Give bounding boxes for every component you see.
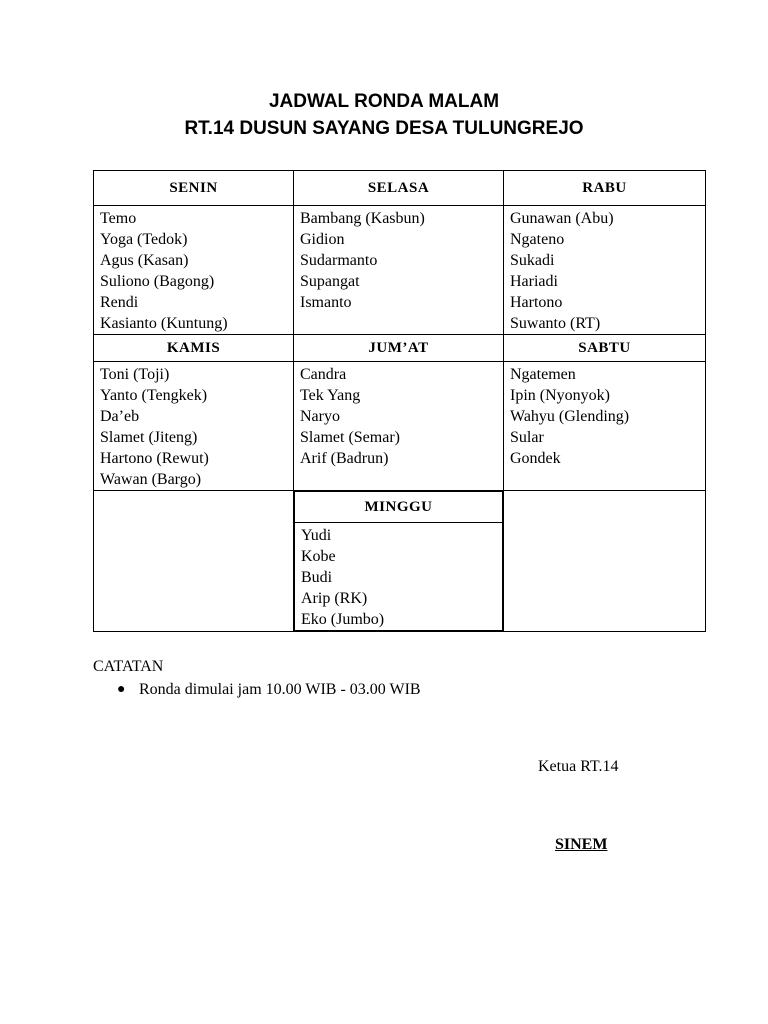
list-item: Hariadi: [510, 273, 558, 290]
names-sabtu: [504, 362, 706, 491]
list-item: Yoga (Tedok): [100, 231, 188, 248]
list-item: Supangat: [300, 273, 360, 290]
day-header-senin: SENIN: [94, 171, 294, 206]
list-item: Ismanto: [300, 294, 352, 311]
list-item: Yanto (Tengkek): [100, 387, 208, 404]
list-item: Sular: [510, 429, 544, 446]
list-item: Ngatemen: [510, 366, 576, 383]
minggu-table: [294, 491, 503, 631]
list-item: Suwanto (RT): [510, 315, 601, 332]
table-row: [94, 206, 706, 335]
list-item: Sudarmanto: [300, 252, 378, 269]
day-header-kamis: KAMIS: [94, 335, 294, 362]
list-item: Wahyu (Glending): [510, 408, 630, 425]
list-item: Arip (RK): [301, 590, 368, 607]
list-item: Naryo: [300, 408, 340, 425]
names-jumat: [294, 362, 504, 491]
title-line-2: RT.14 DUSUN SAYANG DESA TULUNGREJO: [184, 118, 584, 139]
list-item: Slamet (Semar): [300, 429, 400, 446]
list-item: Arif (Badrun): [300, 450, 389, 467]
table-row: [94, 171, 706, 206]
names-minggu: [295, 523, 503, 631]
signature-name: SINEM: [555, 836, 608, 853]
title-line-1: JADWAL RONDA MALAM: [268, 91, 500, 112]
note-text: Ronda dimulai jam 10.00 WIB - 03.00 WIB: [139, 681, 421, 698]
list-item: Hartono (Rewut): [100, 450, 209, 467]
notes-heading: CATATAN: [93, 658, 164, 675]
list-item: Sukadi: [510, 252, 555, 269]
list-item: Ipin (Nyonyok): [510, 387, 610, 404]
notes-section: [93, 656, 421, 700]
empty-cell-left: [94, 491, 294, 632]
note-item: [93, 679, 421, 700]
table-row: [94, 491, 706, 632]
table-row: [94, 335, 706, 362]
list-item: Agus (Kasan): [100, 252, 189, 269]
empty-cell-right: [504, 491, 706, 632]
list-item: Slamet (Jiteng): [100, 429, 198, 446]
list-item: Wawan (Bargo): [100, 471, 202, 488]
list-item: Rendi: [100, 294, 139, 311]
list-item: Kobe: [301, 548, 336, 565]
list-item: Da’eb: [100, 408, 140, 425]
list-item: Bambang (Kasbun): [300, 210, 425, 227]
list-item: Hartono: [510, 294, 563, 311]
list-item: Tek Yang: [300, 387, 361, 404]
list-item: Eko (Jumbo): [301, 611, 385, 628]
document-title: [0, 88, 768, 142]
list-item: Gunawan (Abu): [510, 210, 614, 227]
day-header-sabtu: SABTU: [504, 335, 706, 362]
names-kamis: [94, 362, 294, 491]
names-selasa: [294, 206, 504, 335]
list-item: Ngateno: [510, 231, 565, 248]
list-item: Suliono (Bagong): [100, 273, 215, 290]
names-senin: [94, 206, 294, 335]
schedule-table: [93, 170, 706, 632]
list-item: Gidion: [300, 231, 345, 248]
day-header-selasa: SELASA: [294, 171, 504, 206]
table-row: [94, 362, 706, 491]
list-item: Yudi: [301, 527, 332, 544]
list-item: Toni (Toji): [100, 366, 170, 383]
list-item: Budi: [301, 569, 333, 586]
bullet-icon: ●: [117, 682, 126, 697]
names-rabu: [504, 206, 706, 335]
day-header-rabu: RABU: [504, 171, 706, 206]
list-item: Gondek: [510, 450, 561, 467]
list-item: Temo: [100, 210, 137, 227]
list-item: Kasianto (Kuntung): [100, 315, 228, 332]
signature-role: Ketua RT.14: [538, 758, 619, 775]
day-header-minggu: MINGGU: [295, 492, 503, 523]
day-header-jumat: JUM’AT: [294, 335, 504, 362]
list-item: Candra: [300, 366, 347, 383]
minggu-cell: [294, 491, 504, 632]
